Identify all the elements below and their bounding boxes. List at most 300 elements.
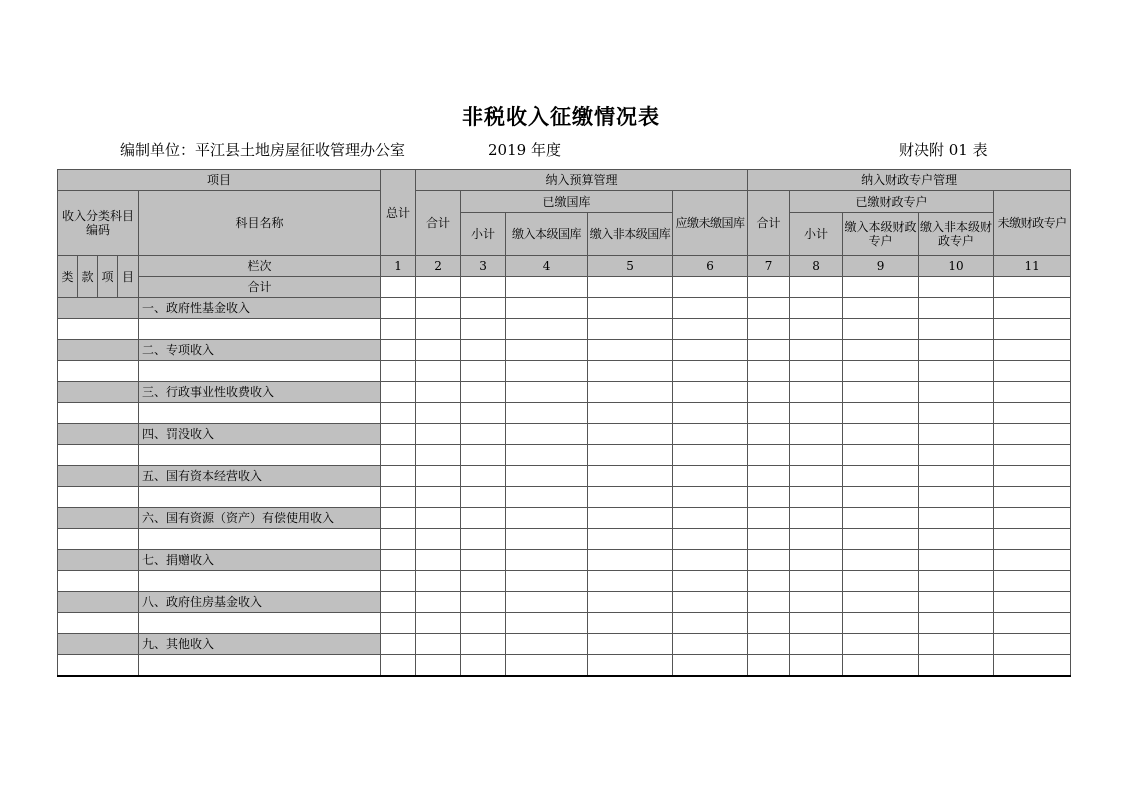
data-cell[interactable]	[588, 445, 673, 466]
fiscal-paid-header: 已缴财政专户	[790, 191, 994, 213]
detail-name-cell[interactable]	[139, 571, 381, 592]
data-cell[interactable]	[673, 508, 748, 529]
data-cell[interactable]	[673, 613, 748, 634]
data-cell[interactable]	[790, 592, 843, 613]
data-cell[interactable]	[843, 382, 919, 403]
data-cell[interactable]	[994, 613, 1071, 634]
data-cell[interactable]	[790, 361, 843, 382]
data-cell[interactable]	[843, 277, 919, 298]
data-cell[interactable]	[748, 298, 790, 319]
data-cell[interactable]	[843, 361, 919, 382]
data-cell[interactable]	[843, 529, 919, 550]
data-cell[interactable]	[843, 613, 919, 634]
category-code-cell[interactable]	[58, 424, 139, 445]
data-cell[interactable]	[673, 361, 748, 382]
data-cell[interactable]	[994, 634, 1071, 655]
data-cell[interactable]	[381, 550, 416, 571]
column-number: 3	[461, 256, 506, 277]
data-cell[interactable]	[381, 655, 416, 676]
category-code-cell[interactable]	[58, 466, 139, 487]
data-cell[interactable]	[588, 529, 673, 550]
data-cell[interactable]	[994, 508, 1071, 529]
data-cell[interactable]	[748, 340, 790, 361]
data-cell[interactable]	[461, 466, 506, 487]
data-cell[interactable]	[994, 571, 1071, 592]
data-cell[interactable]	[588, 508, 673, 529]
detail-name-cell[interactable]	[139, 529, 381, 550]
data-cell[interactable]	[381, 361, 416, 382]
data-cell[interactable]	[416, 277, 461, 298]
data-cell[interactable]	[673, 319, 748, 340]
data-cell[interactable]	[919, 592, 994, 613]
data-cell[interactable]	[381, 613, 416, 634]
fiscal-local-header: 缴入本级财政专户	[843, 213, 919, 256]
data-cell[interactable]	[790, 634, 843, 655]
data-cell[interactable]	[506, 361, 588, 382]
data-cell[interactable]	[506, 508, 588, 529]
data-cell[interactable]	[506, 550, 588, 571]
data-cell[interactable]	[416, 592, 461, 613]
category-name: 三、行政事业性收费收入	[139, 382, 381, 403]
data-cell[interactable]	[994, 466, 1071, 487]
data-cell[interactable]	[461, 340, 506, 361]
data-cell[interactable]	[416, 613, 461, 634]
data-cell[interactable]	[843, 424, 919, 445]
data-cell[interactable]	[919, 361, 994, 382]
category-row	[58, 550, 1071, 571]
data-cell[interactable]	[673, 655, 748, 676]
data-cell[interactable]	[919, 424, 994, 445]
data-cell[interactable]	[381, 424, 416, 445]
treasury-local-header: 缴入本级国库	[506, 213, 588, 256]
category-code-cell[interactable]	[58, 550, 139, 571]
data-cell[interactable]	[506, 487, 588, 508]
column-number: 10	[919, 256, 994, 277]
data-cell[interactable]	[919, 529, 994, 550]
column-index-label: 栏次	[139, 256, 381, 277]
data-cell[interactable]	[506, 613, 588, 634]
fiscal-unpaid-header: 未缴财政专户	[994, 191, 1071, 256]
data-cell[interactable]	[673, 277, 748, 298]
data-cell[interactable]	[919, 655, 994, 676]
data-cell[interactable]	[588, 403, 673, 424]
code-part-item: 项	[98, 256, 118, 298]
detail-row	[58, 361, 1071, 382]
data-cell[interactable]	[919, 550, 994, 571]
detail-code-cell[interactable]	[58, 529, 139, 550]
data-cell[interactable]	[588, 361, 673, 382]
detail-code-cell[interactable]	[58, 487, 139, 508]
data-cell[interactable]	[843, 571, 919, 592]
data-cell[interactable]	[994, 529, 1071, 550]
data-cell[interactable]	[461, 319, 506, 340]
data-cell[interactable]	[506, 445, 588, 466]
data-cell[interactable]	[673, 445, 748, 466]
detail-name-cell[interactable]	[139, 487, 381, 508]
data-cell[interactable]	[416, 382, 461, 403]
data-cell[interactable]	[994, 277, 1071, 298]
data-cell[interactable]	[588, 634, 673, 655]
data-cell[interactable]	[461, 445, 506, 466]
column-number: 11	[994, 256, 1071, 277]
data-cell[interactable]	[588, 340, 673, 361]
detail-row	[58, 571, 1071, 592]
category-row	[58, 424, 1071, 445]
data-cell[interactable]	[416, 340, 461, 361]
data-cell[interactable]	[673, 340, 748, 361]
category-name: 六、国有资源（资产）有偿使用收入	[139, 508, 381, 529]
data-cell[interactable]	[588, 466, 673, 487]
category-row	[58, 382, 1071, 403]
data-cell[interactable]	[843, 655, 919, 676]
detail-row	[58, 655, 1071, 676]
data-cell[interactable]	[673, 487, 748, 508]
detail-code-cell[interactable]	[58, 319, 139, 340]
detail-name-cell[interactable]	[139, 655, 381, 676]
data-cell[interactable]	[506, 466, 588, 487]
data-cell[interactable]	[588, 298, 673, 319]
data-cell[interactable]	[381, 634, 416, 655]
treasury-paid-header: 已缴国库	[461, 191, 673, 213]
data-cell[interactable]	[506, 298, 588, 319]
data-cell[interactable]	[416, 529, 461, 550]
column-number: 7	[748, 256, 790, 277]
category-row	[58, 466, 1071, 487]
data-cell[interactable]	[919, 613, 994, 634]
data-cell[interactable]	[673, 529, 748, 550]
treasury-nonlocal-header: 缴入非本级国库	[588, 213, 673, 256]
total-header: 总计	[381, 170, 416, 256]
data-cell[interactable]	[843, 466, 919, 487]
data-cell[interactable]	[416, 319, 461, 340]
column-number: 5	[588, 256, 673, 277]
category-code-cell[interactable]	[58, 298, 139, 319]
revenue-table	[57, 169, 1071, 677]
data-cell[interactable]	[843, 340, 919, 361]
total-row-label: 合计	[139, 277, 381, 298]
data-cell[interactable]	[416, 487, 461, 508]
data-cell[interactable]	[506, 592, 588, 613]
data-cell[interactable]	[588, 613, 673, 634]
data-cell[interactable]	[461, 277, 506, 298]
detail-name-cell[interactable]	[139, 403, 381, 424]
category-code-cell[interactable]	[58, 592, 139, 613]
data-cell[interactable]	[790, 403, 843, 424]
detail-name-cell[interactable]	[139, 445, 381, 466]
budget-total-header: 合计	[416, 191, 461, 256]
data-cell[interactable]	[673, 403, 748, 424]
data-cell[interactable]	[461, 424, 506, 445]
data-cell[interactable]	[381, 298, 416, 319]
column-number: 9	[843, 256, 919, 277]
data-cell[interactable]	[461, 361, 506, 382]
category-name: 八、政府住房基金收入	[139, 592, 381, 613]
data-cell[interactable]	[416, 403, 461, 424]
detail-row	[58, 319, 1071, 340]
data-cell[interactable]	[588, 277, 673, 298]
data-cell[interactable]	[381, 382, 416, 403]
data-cell[interactable]	[790, 424, 843, 445]
data-cell[interactable]	[506, 529, 588, 550]
data-cell[interactable]	[416, 634, 461, 655]
category-name: 一、政府性基金收入	[139, 298, 381, 319]
data-cell[interactable]	[994, 655, 1071, 676]
data-cell[interactable]	[790, 655, 843, 676]
detail-code-cell[interactable]	[58, 403, 139, 424]
category-row	[58, 508, 1071, 529]
detail-name-cell[interactable]	[139, 319, 381, 340]
data-cell[interactable]	[919, 634, 994, 655]
data-cell[interactable]	[416, 424, 461, 445]
data-cell[interactable]	[748, 508, 790, 529]
data-cell[interactable]	[748, 592, 790, 613]
data-cell[interactable]	[790, 487, 843, 508]
data-cell[interactable]	[461, 298, 506, 319]
data-cell[interactable]	[919, 487, 994, 508]
column-number: 8	[790, 256, 843, 277]
data-cell[interactable]	[461, 571, 506, 592]
data-cell[interactable]	[461, 592, 506, 613]
data-cell[interactable]	[748, 571, 790, 592]
detail-code-cell[interactable]	[58, 655, 139, 676]
data-cell[interactable]	[919, 340, 994, 361]
data-cell[interactable]	[994, 592, 1071, 613]
data-cell[interactable]	[748, 655, 790, 676]
data-cell[interactable]	[506, 571, 588, 592]
data-cell[interactable]	[748, 277, 790, 298]
data-cell[interactable]	[673, 571, 748, 592]
data-cell[interactable]	[843, 508, 919, 529]
category-code-cell[interactable]	[58, 340, 139, 361]
data-cell[interactable]	[381, 508, 416, 529]
data-cell[interactable]	[994, 319, 1071, 340]
data-cell[interactable]	[461, 487, 506, 508]
category-row	[58, 634, 1071, 655]
data-cell[interactable]	[919, 382, 994, 403]
data-cell[interactable]	[790, 298, 843, 319]
data-cell[interactable]	[506, 382, 588, 403]
data-cell[interactable]	[381, 319, 416, 340]
data-cell[interactable]	[790, 550, 843, 571]
data-cell[interactable]	[843, 592, 919, 613]
data-cell[interactable]	[790, 613, 843, 634]
data-cell[interactable]	[790, 340, 843, 361]
data-cell[interactable]	[588, 319, 673, 340]
data-cell[interactable]	[588, 424, 673, 445]
data-cell[interactable]	[748, 403, 790, 424]
data-cell[interactable]	[748, 424, 790, 445]
code-part-section: 款	[78, 256, 98, 298]
data-cell[interactable]	[790, 382, 843, 403]
name-header: 科目名称	[139, 191, 381, 256]
data-cell[interactable]	[919, 403, 994, 424]
data-cell[interactable]	[588, 550, 673, 571]
data-cell[interactable]	[994, 487, 1071, 508]
data-cell[interactable]	[919, 508, 994, 529]
data-cell[interactable]	[416, 361, 461, 382]
data-cell[interactable]	[506, 424, 588, 445]
data-cell[interactable]	[994, 382, 1071, 403]
data-cell[interactable]	[843, 298, 919, 319]
detail-row	[58, 403, 1071, 424]
data-cell[interactable]	[381, 466, 416, 487]
project-header: 项目	[58, 170, 381, 191]
data-cell[interactable]	[461, 403, 506, 424]
data-cell[interactable]	[748, 613, 790, 634]
data-cell[interactable]	[994, 403, 1071, 424]
data-cell[interactable]	[790, 319, 843, 340]
category-code-cell[interactable]	[58, 508, 139, 529]
code-header: 收入分类科目编码	[58, 191, 139, 256]
detail-code-cell[interactable]	[58, 571, 139, 592]
fiscal-total-header: 合计	[748, 191, 790, 256]
data-cell[interactable]	[748, 445, 790, 466]
data-cell[interactable]	[588, 571, 673, 592]
data-cell[interactable]	[588, 655, 673, 676]
code-part-class: 类	[58, 256, 78, 298]
data-cell[interactable]	[748, 550, 790, 571]
data-cell[interactable]	[919, 298, 994, 319]
data-cell[interactable]	[381, 277, 416, 298]
detail-name-cell[interactable]	[139, 613, 381, 634]
data-cell[interactable]	[790, 445, 843, 466]
data-cell[interactable]	[843, 634, 919, 655]
data-cell[interactable]	[416, 655, 461, 676]
detail-row	[58, 445, 1071, 466]
data-cell[interactable]	[748, 319, 790, 340]
data-cell[interactable]	[790, 466, 843, 487]
data-cell[interactable]	[588, 592, 673, 613]
data-cell[interactable]	[381, 340, 416, 361]
data-cell[interactable]	[994, 445, 1071, 466]
data-cell[interactable]	[461, 382, 506, 403]
data-cell[interactable]	[673, 634, 748, 655]
data-cell[interactable]	[994, 340, 1071, 361]
data-cell[interactable]	[461, 529, 506, 550]
category-code-cell[interactable]	[58, 382, 139, 403]
data-cell[interactable]	[588, 487, 673, 508]
data-cell[interactable]	[416, 571, 461, 592]
data-cell[interactable]	[748, 361, 790, 382]
data-cell[interactable]	[843, 403, 919, 424]
data-cell[interactable]	[919, 466, 994, 487]
data-cell[interactable]	[790, 571, 843, 592]
data-cell[interactable]	[506, 340, 588, 361]
fiscal-group-header: 纳入财政专户管理	[748, 170, 1071, 191]
compiling-unit: 编制单位：平江县土地房屋征收管理办公室	[120, 141, 406, 159]
detail-code-cell[interactable]	[58, 361, 139, 382]
data-cell[interactable]	[588, 382, 673, 403]
data-cell[interactable]	[381, 529, 416, 550]
data-cell[interactable]	[381, 592, 416, 613]
data-cell[interactable]	[748, 634, 790, 655]
data-cell[interactable]	[919, 319, 994, 340]
fiscal-subtotal-header: 小计	[790, 213, 843, 256]
data-cell[interactable]	[843, 550, 919, 571]
data-cell[interactable]	[673, 466, 748, 487]
data-cell[interactable]	[381, 487, 416, 508]
data-cell[interactable]	[416, 508, 461, 529]
fiscal-nonlocal-header: 缴入非本级财政专户	[919, 213, 994, 256]
category-name: 五、国有资本经营收入	[139, 466, 381, 487]
data-cell[interactable]	[673, 550, 748, 571]
data-cell[interactable]	[416, 445, 461, 466]
data-cell[interactable]	[506, 634, 588, 655]
data-cell[interactable]	[994, 424, 1071, 445]
page-title: 非税收入征缴情况表	[462, 104, 660, 129]
data-cell[interactable]	[381, 445, 416, 466]
budget-group-header: 纳入预算管理	[416, 170, 748, 191]
category-row	[58, 340, 1071, 361]
data-cell[interactable]	[919, 277, 994, 298]
data-cell[interactable]	[461, 613, 506, 634]
data-cell[interactable]	[461, 508, 506, 529]
data-cell[interactable]	[748, 382, 790, 403]
data-cell[interactable]	[461, 655, 506, 676]
data-cell[interactable]	[673, 424, 748, 445]
column-number: 4	[506, 256, 588, 277]
category-name: 二、专项收入	[139, 340, 381, 361]
detail-row	[58, 487, 1071, 508]
category-name: 七、捐赠收入	[139, 550, 381, 571]
total-row	[58, 277, 1071, 298]
data-cell[interactable]	[506, 277, 588, 298]
category-name: 九、其他收入	[139, 634, 381, 655]
data-cell[interactable]	[994, 298, 1071, 319]
data-cell[interactable]	[919, 571, 994, 592]
treasury-subtotal-header: 小计	[461, 213, 506, 256]
data-cell[interactable]	[461, 550, 506, 571]
data-cell[interactable]	[416, 298, 461, 319]
data-cell[interactable]	[790, 508, 843, 529]
data-cell[interactable]	[748, 487, 790, 508]
data-cell[interactable]	[994, 550, 1071, 571]
category-row	[58, 298, 1071, 319]
data-cell[interactable]	[506, 655, 588, 676]
data-cell[interactable]	[416, 550, 461, 571]
data-cell[interactable]	[416, 466, 461, 487]
data-cell[interactable]	[919, 445, 994, 466]
detail-row	[58, 613, 1071, 634]
data-cell[interactable]	[506, 403, 588, 424]
data-cell[interactable]	[790, 277, 843, 298]
category-code-cell[interactable]	[58, 634, 139, 655]
data-cell[interactable]	[506, 319, 588, 340]
data-cell[interactable]	[843, 445, 919, 466]
fiscal-year: 2019 年度	[488, 141, 561, 159]
detail-row	[58, 529, 1071, 550]
detail-code-cell[interactable]	[58, 445, 139, 466]
column-number: 2	[416, 256, 461, 277]
detail-name-cell[interactable]	[139, 361, 381, 382]
data-cell[interactable]	[673, 592, 748, 613]
data-cell[interactable]	[461, 634, 506, 655]
data-cell[interactable]	[994, 361, 1071, 382]
data-cell[interactable]	[381, 571, 416, 592]
data-cell[interactable]	[748, 466, 790, 487]
column-number: 1	[381, 256, 416, 277]
data-cell[interactable]	[381, 403, 416, 424]
code-part-subitem: 目	[118, 256, 139, 298]
data-cell[interactable]	[843, 487, 919, 508]
data-cell[interactable]	[673, 298, 748, 319]
category-row	[58, 592, 1071, 613]
data-cell[interactable]	[748, 529, 790, 550]
detail-code-cell[interactable]	[58, 613, 139, 634]
data-cell[interactable]	[673, 382, 748, 403]
data-cell[interactable]	[790, 529, 843, 550]
data-cell[interactable]	[843, 319, 919, 340]
